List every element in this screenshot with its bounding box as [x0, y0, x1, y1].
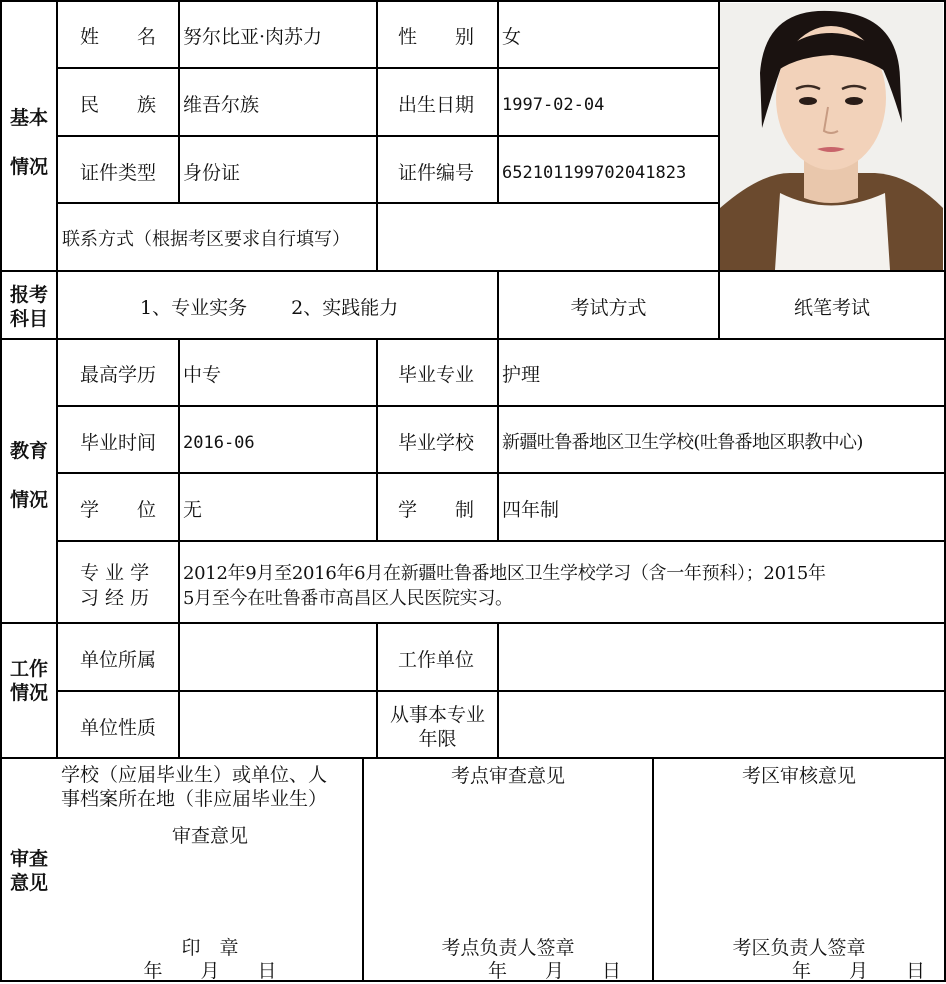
degree-field[interactable]: 无	[183, 499, 203, 521]
school-system-label: 学 制	[398, 499, 475, 521]
highest-education-label: 最高学历	[80, 364, 157, 386]
district-review-title: 考区审核意见	[741, 765, 856, 787]
site-review-title: 考点审查意见	[450, 765, 565, 787]
section-work-label: 工作 情况	[9, 658, 48, 704]
major-label: 毕业专业	[398, 364, 475, 386]
school-seal-label: 印 章	[181, 937, 239, 959]
id-number-field[interactable]: 652101199702041823	[502, 163, 687, 183]
section-subjects-label: 报考 科目	[9, 284, 48, 330]
id-type-field[interactable]: 身份证	[183, 162, 241, 184]
district-signature-label: 考区负责人签章	[732, 937, 866, 959]
name-field[interactable]: 努尔比亚·肉苏力	[183, 26, 323, 48]
school-review-title: 学校（应届毕业生）或单位、人 事档案所在地（非应届毕业生）	[61, 764, 328, 810]
section-education-label: 教育 情况	[9, 440, 48, 511]
unit-affiliation-label: 单位所属	[80, 649, 157, 671]
id-photo	[720, 3, 943, 270]
district-date-label: 年 月 日	[792, 960, 926, 982]
exam-mode-label: 考试方式	[570, 297, 647, 319]
section-basic-label: 基本 情况	[9, 107, 48, 178]
contact-label: 联系方式（根据考区要求自行填写）	[62, 229, 350, 250]
ethnicity-field[interactable]: 维吾尔族	[183, 94, 260, 116]
gender-label: 性 别	[398, 26, 475, 48]
school-review-opinion-label: 审查意见	[171, 825, 248, 847]
site-date-label: 年 月 日	[488, 960, 622, 982]
unit-nature-label: 单位性质	[80, 717, 157, 739]
years-in-field-label: 从事本专业 年限	[389, 704, 485, 750]
birth-date-field[interactable]: 1997-02-04	[502, 95, 605, 115]
major-field[interactable]: 护理	[502, 364, 541, 386]
school-label: 毕业学校	[398, 432, 475, 454]
exam-subjects: 1、专业实务 2、实践能力	[140, 297, 399, 319]
section-review-label: 审查 意见	[9, 848, 48, 894]
site-signature-label: 考点负责人签章	[441, 937, 575, 959]
name-label: 姓 名	[80, 26, 157, 48]
employer-label: 工作单位	[398, 649, 475, 671]
school-field[interactable]: 新疆吐鲁番地区卫生学校(吐鲁番地区职教中心)	[502, 432, 863, 453]
school-system-field[interactable]: 四年制	[502, 499, 560, 521]
id-number-label: 证件编号	[398, 162, 475, 184]
graduation-time-field[interactable]: 2016-06	[183, 433, 255, 453]
study-history-label: 专 业 学 习 经 历	[80, 562, 150, 609]
graduation-time-label: 毕业时间	[80, 432, 157, 454]
highest-education-field[interactable]: 中专	[183, 364, 222, 386]
gender-field[interactable]: 女	[502, 26, 522, 48]
ethnicity-label: 民 族	[80, 94, 157, 116]
school-date-label: 年 月 日	[143, 960, 277, 982]
study-history-field[interactable]: 2012年9月至2016年6月在新疆吐鲁番地区卫生学校学习（含一年预科）；2015年 5月至今在吐鲁番市高昌区人民医院实习。	[183, 563, 826, 609]
id-type-label: 证件类型	[80, 162, 157, 184]
id-photo-portrait-icon	[720, 3, 943, 270]
degree-label: 学 位	[80, 499, 157, 521]
birth-date-label: 出生日期	[398, 94, 475, 116]
exam-mode-field[interactable]: 纸笔考试	[793, 297, 870, 319]
